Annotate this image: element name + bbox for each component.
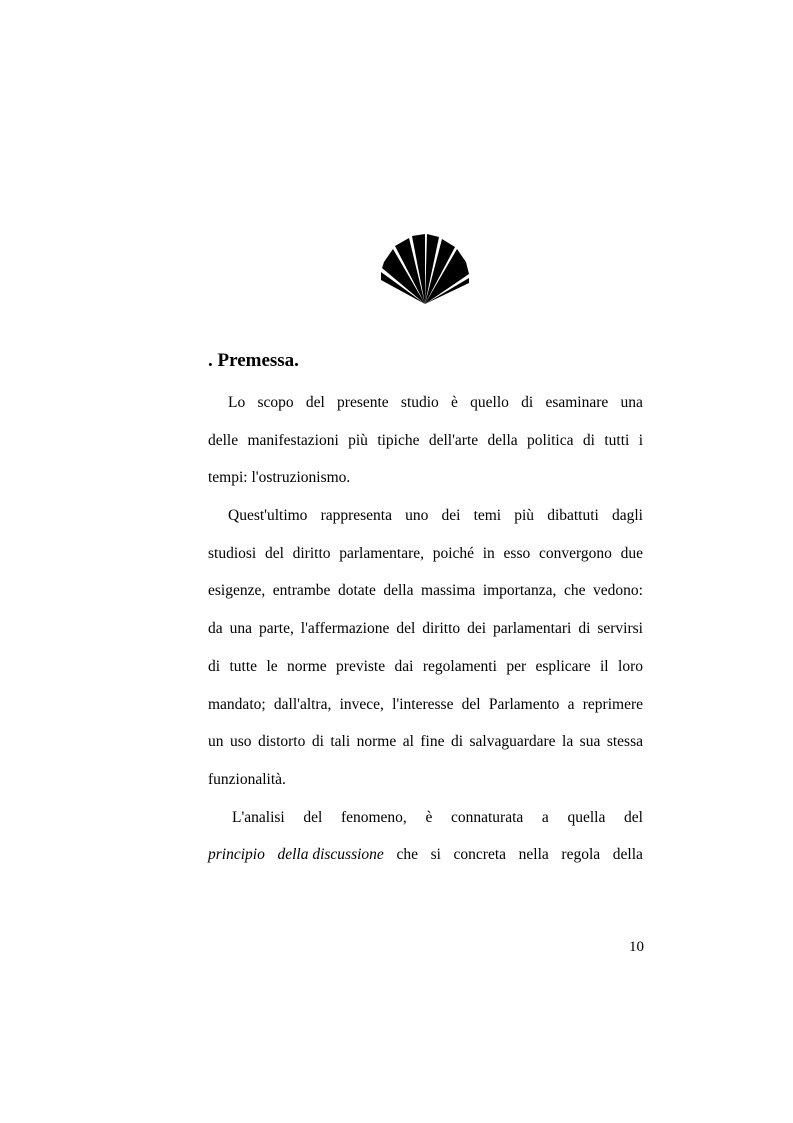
- word: rappresenta: [320, 507, 392, 525]
- word: tutte: [229, 657, 258, 675]
- word: tutti: [604, 431, 630, 449]
- word: salvaguardare: [469, 733, 556, 751]
- word: connaturata: [450, 808, 524, 826]
- word: per: [506, 657, 527, 675]
- word: che: [396, 846, 418, 864]
- word: parlamentare,: [339, 544, 424, 562]
- word: è: [451, 394, 458, 411]
- word: l'affermazione: [300, 620, 390, 638]
- word: fenomeno,: [340, 808, 407, 826]
- word: massima: [421, 582, 476, 600]
- text-line: [208, 686, 643, 724]
- text-line: [208, 459, 643, 497]
- word: studiosi: [208, 544, 257, 562]
- word: due: [620, 544, 643, 562]
- word: Parlamento: [488, 695, 560, 713]
- word: è: [425, 808, 433, 826]
- word: mandato;: [208, 695, 266, 713]
- word: funzionalità.: [208, 770, 286, 788]
- word: dall'altra,: [273, 695, 332, 713]
- word: di: [578, 620, 591, 638]
- word: del: [623, 808, 643, 826]
- text-line: [208, 422, 643, 460]
- word: entrambe: [272, 582, 331, 600]
- word: delle: [208, 431, 239, 449]
- word: nella: [518, 846, 549, 864]
- word: servirsi: [597, 620, 643, 638]
- page-number: 10: [629, 939, 644, 955]
- text-line: [208, 610, 643, 648]
- word: dei: [467, 620, 487, 638]
- word: dell'arte: [428, 431, 479, 449]
- word: quello: [470, 394, 509, 411]
- word: diritto: [422, 620, 461, 638]
- word: invece,: [339, 695, 384, 713]
- word: sua: [579, 733, 601, 751]
- word: quella: [567, 808, 606, 826]
- section-heading: . Premessa.: [208, 350, 299, 371]
- word: norme: [287, 657, 327, 675]
- word: parlamentari: [493, 620, 572, 638]
- text-line: [208, 761, 643, 799]
- word: che: [563, 582, 586, 600]
- word: dibattuti: [547, 507, 599, 525]
- word: politica: [527, 431, 574, 449]
- word: studio: [400, 394, 439, 411]
- word: di: [521, 394, 534, 411]
- word: importanza,: [482, 582, 557, 600]
- text-line: [208, 384, 643, 422]
- word: di: [450, 733, 464, 751]
- word: manifestazioni: [247, 431, 339, 449]
- word: scopo: [257, 394, 294, 411]
- word: vedono:: [593, 582, 643, 600]
- word: tempi: l'ostruzionismo.: [208, 469, 351, 487]
- word: temi: [473, 507, 502, 525]
- word: convergono: [538, 544, 612, 562]
- word: il: [600, 657, 609, 675]
- word: tali: [330, 733, 351, 751]
- word: un: [208, 733, 224, 751]
- word: dagli: [611, 507, 643, 525]
- word: della: [487, 431, 518, 449]
- word: si: [430, 846, 441, 864]
- word: regola: [561, 846, 601, 864]
- word: uno: [405, 507, 429, 525]
- word: più: [514, 507, 535, 525]
- word: di: [311, 733, 324, 751]
- word: regolamenti: [422, 657, 497, 675]
- word: di: [208, 657, 221, 675]
- word: a: [567, 695, 575, 713]
- word: stessa: [606, 733, 643, 751]
- word: L'analisi: [232, 808, 285, 826]
- text-line: [208, 723, 643, 761]
- word: una: [229, 620, 252, 638]
- body-text: [208, 384, 643, 874]
- text-line: [208, 799, 643, 837]
- word: da: [208, 620, 223, 638]
- text-line: [208, 648, 643, 686]
- word: norme: [356, 733, 397, 751]
- word: l'interesse: [392, 695, 454, 713]
- word: esigenze,: [208, 582, 266, 600]
- word: fine: [420, 733, 445, 751]
- text-line: [208, 836, 643, 874]
- word: presente: [337, 394, 389, 411]
- word: della: [383, 582, 414, 600]
- word: esaminare: [545, 394, 609, 411]
- word: una: [620, 394, 643, 411]
- word: del: [303, 808, 323, 826]
- word: più: [348, 431, 368, 449]
- fan-ornament-icon: [381, 234, 469, 304]
- word: le: [266, 657, 278, 675]
- text-line: [208, 535, 643, 573]
- word: i: [638, 431, 643, 449]
- text-line: [208, 497, 643, 535]
- word: tipiche: [377, 431, 420, 449]
- word: loro: [618, 657, 643, 675]
- text-line: [208, 572, 643, 610]
- word: del: [396, 620, 416, 638]
- word: del: [461, 695, 481, 713]
- word: esplicare: [535, 657, 591, 675]
- word: esso: [503, 544, 531, 562]
- word: dotate: [337, 582, 376, 600]
- word: parte,: [258, 620, 294, 638]
- word: al: [402, 733, 414, 751]
- word: dai: [394, 657, 414, 675]
- word: Quest'ultimo: [228, 507, 308, 525]
- word: distorto: [257, 733, 306, 751]
- word: della: [612, 846, 643, 864]
- italic-term: principio: [208, 846, 265, 864]
- word: Lo: [228, 394, 246, 411]
- word: previste: [336, 657, 386, 675]
- italic-term: della discussione: [277, 846, 384, 864]
- word: a: [541, 808, 549, 826]
- word: di: [582, 431, 595, 449]
- word: del: [305, 394, 325, 411]
- word: poiché: [432, 544, 475, 562]
- word: concreta: [453, 846, 507, 864]
- word: reprimere: [582, 695, 643, 713]
- word: la: [562, 733, 574, 751]
- word: del: [264, 544, 284, 562]
- word: in: [482, 544, 495, 562]
- word: diritto: [292, 544, 331, 562]
- word: dei: [441, 507, 461, 525]
- word: uso: [229, 733, 252, 751]
